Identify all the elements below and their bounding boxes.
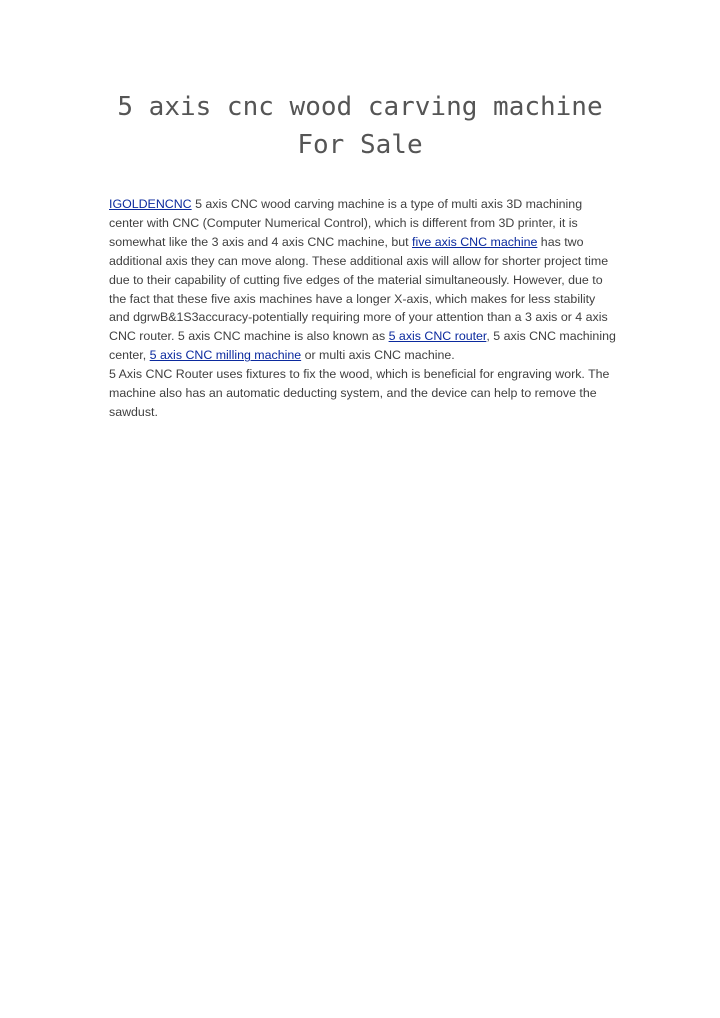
five-axis-cnc-router-link[interactable]: 5 axis CNC router: [388, 329, 487, 344]
paragraph-intro: [109, 195, 619, 365]
page-title: 5 axis cnc wood carving machine For Sale: [117, 92, 603, 160]
paragraph-text-segment: , 5 axis CNC machining center,: [109, 329, 616, 363]
article-body: [109, 195, 619, 422]
five-axis-cnc-milling-machine-link[interactable]: 5 axis CNC milling machine: [149, 348, 302, 363]
five-axis-cnc-machine-link[interactable]: five axis CNC machine: [412, 234, 538, 249]
paragraph-text-segment: has two additional axis they can move along. These additional axis will allow for shorter project time due to their capability of cutting five edges of the material simultaneously. However, due to the fact that these five axis machines have a longer X-axis, which makes for less stability and dgrwB&1S3accuracy-potentially requiring more of your attention than a 3 axis or 4 axis CNC router. 5 axis CNC machine is also known as: [109, 234, 609, 344]
igoldencnc-link[interactable]: IGOLDENCNC: [109, 197, 192, 211]
paragraph-text-segment: 5 axis CNC wood carving machine is a type of multi axis 3D machining center with CNC (Computer Numerical Control), which is different from 3D printer, it is somewhat like the 3 axis and 4 axis CNC machine, but: [109, 197, 583, 249]
paragraph-text-segment: or multi axis CNC machine.: [301, 348, 455, 363]
paragraph-fixtures: 5 Axis CNC Router uses fixtures to fix the wood, which is beneficial for engraving work. The machine also has an automatic deducting system, and the device can help to remove the sawdust.: [109, 367, 610, 419]
